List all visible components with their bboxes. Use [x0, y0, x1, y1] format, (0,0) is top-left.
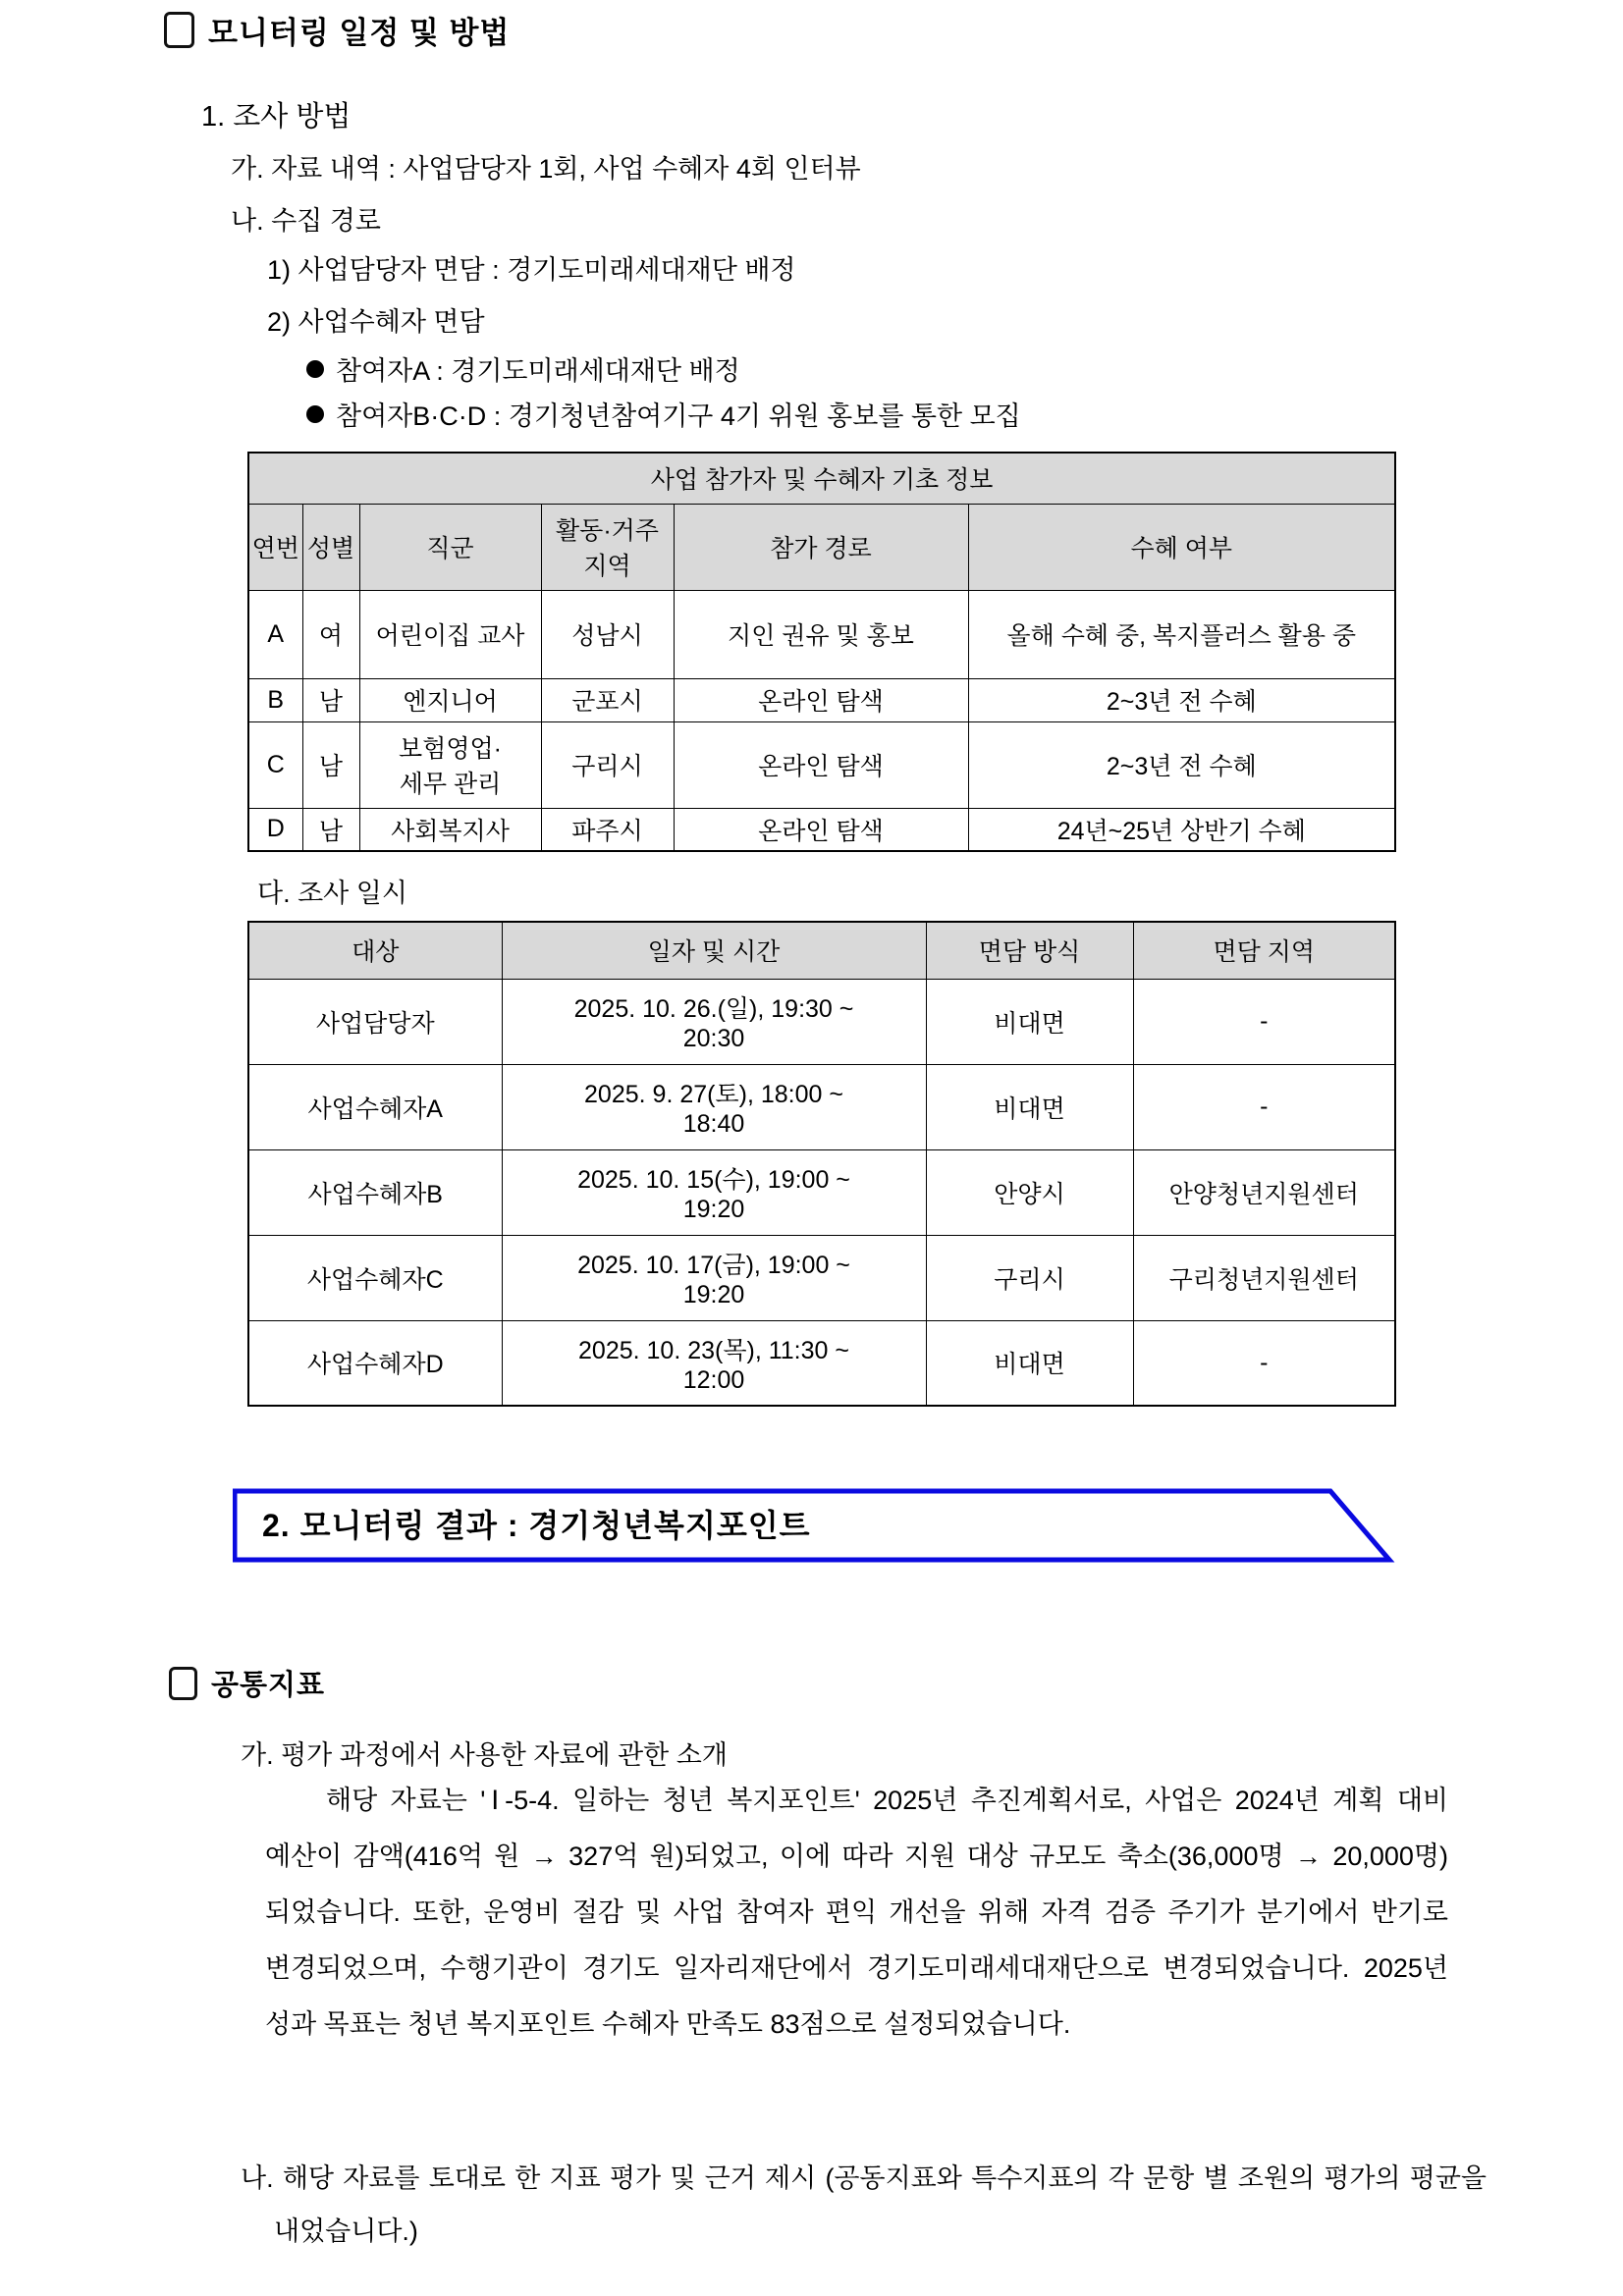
col-header: 참가 경로	[674, 504, 968, 590]
table-row	[248, 1064, 1395, 1149]
cell: -	[1133, 1320, 1395, 1406]
table-row	[248, 721, 1395, 808]
bullet-item-a-text: 참여자A : 경기도미래세대재단 배정	[336, 356, 740, 386]
cell: 지인 권유 및 홍보	[674, 590, 968, 678]
bullet-item-bcd	[306, 395, 1021, 433]
common-paragraph: 해당 자료는 'Ⅰ-5-4. 일하는 청년 복지포인트' 2025년 추진계획서로, 사업은 2024년 계획 대비 예산이 감액(416억 원 → 327억 원)되었고, 이에 따라 지원 대상 규모도 축소(36,000명 → 20,000명)되었습니다. 또한, 운영비 절감 및 사업 참여자 편익 개선을 위해 자격 검증 주기가 분기에서 반기로 변경되었으며, 수행기관이 경기도 일자리재단에서 경기도미래세대재단으로 변경되었습니다. 2025년 성과 목표는 청년 복지포인트 수혜자 만족도 83점으로 설정되었습니다.	[265, 1786, 1448, 2039]
table-row	[248, 678, 1395, 721]
cell: 온라인 탐색	[674, 808, 968, 851]
cell: 사업수혜자D	[248, 1320, 502, 1406]
cell: 2~3년 전 수혜	[968, 678, 1395, 721]
cell: 사업수혜자A	[248, 1064, 502, 1149]
col-header: 면담 지역	[1133, 922, 1395, 979]
col-header: 직군	[359, 504, 541, 590]
cell: 2025. 10. 23(목), 11:30 ~ 12:00	[502, 1320, 926, 1406]
cell: 사업담당자	[248, 979, 502, 1064]
cell: A	[248, 590, 302, 678]
cell: -	[1133, 979, 1395, 1064]
cell: 2025. 10. 17(금), 19:00 ~ 19:20	[502, 1235, 926, 1320]
cell: 2025. 9. 27(토), 18:00 ~ 18:40	[502, 1064, 926, 1149]
cell: 성남시	[541, 590, 674, 678]
cell: 사업수혜자B	[248, 1149, 502, 1235]
participants-table	[247, 452, 1396, 852]
cell: 남	[302, 721, 359, 808]
cell: C	[248, 721, 302, 808]
cell: 온라인 탐색	[674, 678, 968, 721]
cell: 구리청년지원센터	[1133, 1235, 1395, 1320]
cell: 24년~25년 상반기 수혜	[968, 808, 1395, 851]
table-row	[248, 1149, 1395, 1235]
cell: 사업수혜자C	[248, 1235, 502, 1320]
cell: 2~3년 전 수혜	[968, 721, 1395, 808]
section-heading-common	[169, 1663, 325, 1703]
cell: 구리시	[541, 721, 674, 808]
cell: 엔지니어	[359, 678, 541, 721]
list-item-na: 나. 수집 경로	[231, 206, 381, 236]
results-banner-title: 2. 모니터링 결과 : 경기청년복지포인트	[262, 1508, 811, 1543]
cell: 보험영업·세무 관리	[359, 721, 541, 808]
cell: 온라인 탐색	[674, 721, 968, 808]
col-header: 수혜 여부	[968, 504, 1395, 590]
table-title: 사업 참가자 및 수혜자 기초 정보	[248, 453, 1395, 504]
table-row	[248, 979, 1395, 1064]
cell: 군포시	[541, 678, 674, 721]
square-marker-icon	[164, 12, 194, 48]
square-marker-icon	[169, 1667, 197, 1700]
col-header: 면담 방식	[926, 922, 1133, 979]
section-heading-common-text: 공통지표	[211, 1670, 326, 1701]
cell: 구리시	[926, 1235, 1133, 1320]
cell: -	[1133, 1064, 1395, 1149]
cell: 비대면	[926, 1064, 1133, 1149]
table-header-row	[248, 922, 1395, 979]
list-subitem-1: 1) 사업담당자 면담 : 경기도미래세대재단 배정	[267, 255, 796, 285]
schedule-table	[247, 921, 1396, 1407]
section-heading-text: 모니터링 일정 및 방법	[208, 16, 511, 50]
cell: 사회복지사	[359, 808, 541, 851]
cell: 안양시	[926, 1149, 1133, 1235]
bullet-item-a	[306, 349, 740, 388]
table-row	[248, 1320, 1395, 1406]
cell: B	[248, 678, 302, 721]
cell: 2025. 10. 26.(일), 19:30 ~ 20:30	[502, 979, 926, 1064]
cell: 올해 수혜 중, 복지플러스 활용 중	[968, 590, 1395, 678]
cell: 안양청년지원센터	[1133, 1149, 1395, 1235]
bullet-item-bcd-text: 참여자B·C·D : 경기청년참여기구 4기 위원 홍보를 통한 모집	[336, 401, 1021, 431]
results-banner	[233, 1488, 1401, 1563]
method-title: 1. 조사 방법	[201, 101, 352, 133]
col-header: 활동·거주 지역	[541, 504, 674, 590]
cell: 남	[302, 808, 359, 851]
common-item-ga: 가. 평가 과정에서 사용한 자료에 관한 소개	[241, 1740, 728, 1770]
list-item-ga: 가. 자료 내역 : 사업담당자 1회, 사업 수혜자 4회 인터뷰	[231, 154, 861, 184]
col-header: 대상	[248, 922, 502, 979]
cell: 비대면	[926, 1320, 1133, 1406]
section-heading-monitoring	[164, 8, 510, 52]
cell: 비대면	[926, 979, 1133, 1064]
cell: 파주시	[541, 808, 674, 851]
col-header: 일자 및 시간	[502, 922, 926, 979]
cell: 여	[302, 590, 359, 678]
table-row	[248, 808, 1395, 851]
cell: 어린이집 교사	[359, 590, 541, 678]
cell: 2025. 10. 15(수), 19:00 ~ 19:20	[502, 1149, 926, 1235]
table-title-row	[248, 453, 1395, 504]
table-row	[248, 590, 1395, 678]
list-item-da: 다. 조사 일시	[257, 879, 407, 908]
table-header-row	[248, 504, 1395, 590]
bullet-icon	[306, 360, 324, 378]
list-subitem-2: 2) 사업수혜자 면담	[267, 307, 485, 337]
table-row	[248, 1235, 1395, 1320]
col-header: 연번	[248, 504, 302, 590]
cell: 남	[302, 678, 359, 721]
bullet-icon	[306, 405, 324, 423]
col-header: 성별	[302, 504, 359, 590]
cell: D	[248, 808, 302, 851]
common-item-na: 나. 해당 자료를 토대로 한 지표 평가 및 근거 제시 (공동지표와 특수지표의 각 문항 별 조원의 평가의 평균을 내었습니다.)	[241, 2163, 1487, 2246]
